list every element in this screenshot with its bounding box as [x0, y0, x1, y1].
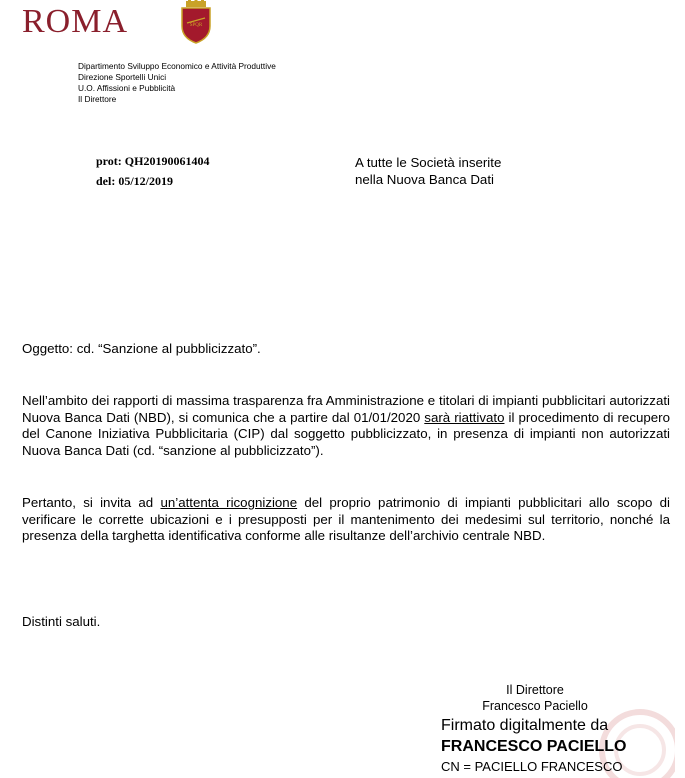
digital-signature-block: [441, 716, 626, 775]
roma-logo-text: ROMA: [22, 3, 129, 40]
underlined-text: sarà riattivato: [424, 409, 505, 425]
recipient-line: A tutte le Società inserite: [355, 155, 502, 170]
svg-text:SPQR: SPQR: [189, 23, 203, 28]
recipient-block: [355, 154, 501, 188]
protocol-number: prot: QH20190061404: [96, 154, 210, 168]
paragraph-text: Nell’ambito dei rapporti di massima trasparenza fra Amministrazione e titolari di impianti pubblicitari autorizzati Nuova Banca Dati (NBD), si comunica che a partire dal 01/01/2020: [22, 393, 670, 425]
body-paragraph: [22, 495, 670, 545]
department-line: Il Direttore: [78, 94, 117, 104]
department-block: [78, 61, 276, 105]
paragraph-text: Pertanto, si invita ad: [22, 495, 161, 510]
digital-signature-cn: CN = PACIELLO FRANCESCO: [441, 759, 623, 774]
signature-title: Il Direttore: [506, 683, 564, 697]
department-line: Dipartimento Sviluppo Economico e Attività Produttive: [78, 61, 276, 71]
department-line: Direzione Sportelli Unici: [78, 72, 167, 82]
department-line: U.O. Affissioni e Pubblicità: [78, 83, 176, 93]
digital-signature-name: FRANCESCO PACIELLO: [441, 738, 627, 755]
paragraph-text: del proprio patrimonio di impianti pubblicitari allo scopo di verificare le corrette ubicazioni e i presupposti per il mantenimento dei medesimi sul territorio, nonché la presenza della targhetta identificativa conforme alle risultanze dell’archivio centrale NBD.: [22, 495, 670, 543]
paragraph-text: il procedimento di recupero del Canone Iniziativa Pubblicitaria (CIP) dal soggetto pubblicizzato, in presenza di impianti non autorizzati Nuova Banca Dati (cd. “sanzione al pubblicizzato”).: [22, 409, 670, 458]
protocol-date: del: 05/12/2019: [96, 174, 173, 188]
recipient-line: nella Nuova Banca Dati: [355, 172, 494, 187]
body-paragraph: [22, 393, 670, 459]
closing-greeting: Distinti saluti.: [22, 614, 101, 629]
subject-line: Oggetto: cd. “Sanzione al pubblicizzato”.: [22, 341, 261, 356]
roma-crest-icon: [178, 0, 214, 44]
signature-block: [475, 682, 595, 714]
protocol-block: [96, 151, 209, 191]
signature-name: Francesco Paciello: [482, 699, 588, 713]
digital-signature-label: Firmato digitalmente da: [441, 717, 609, 734]
underlined-text: un’attenta ricognizione: [160, 495, 298, 510]
